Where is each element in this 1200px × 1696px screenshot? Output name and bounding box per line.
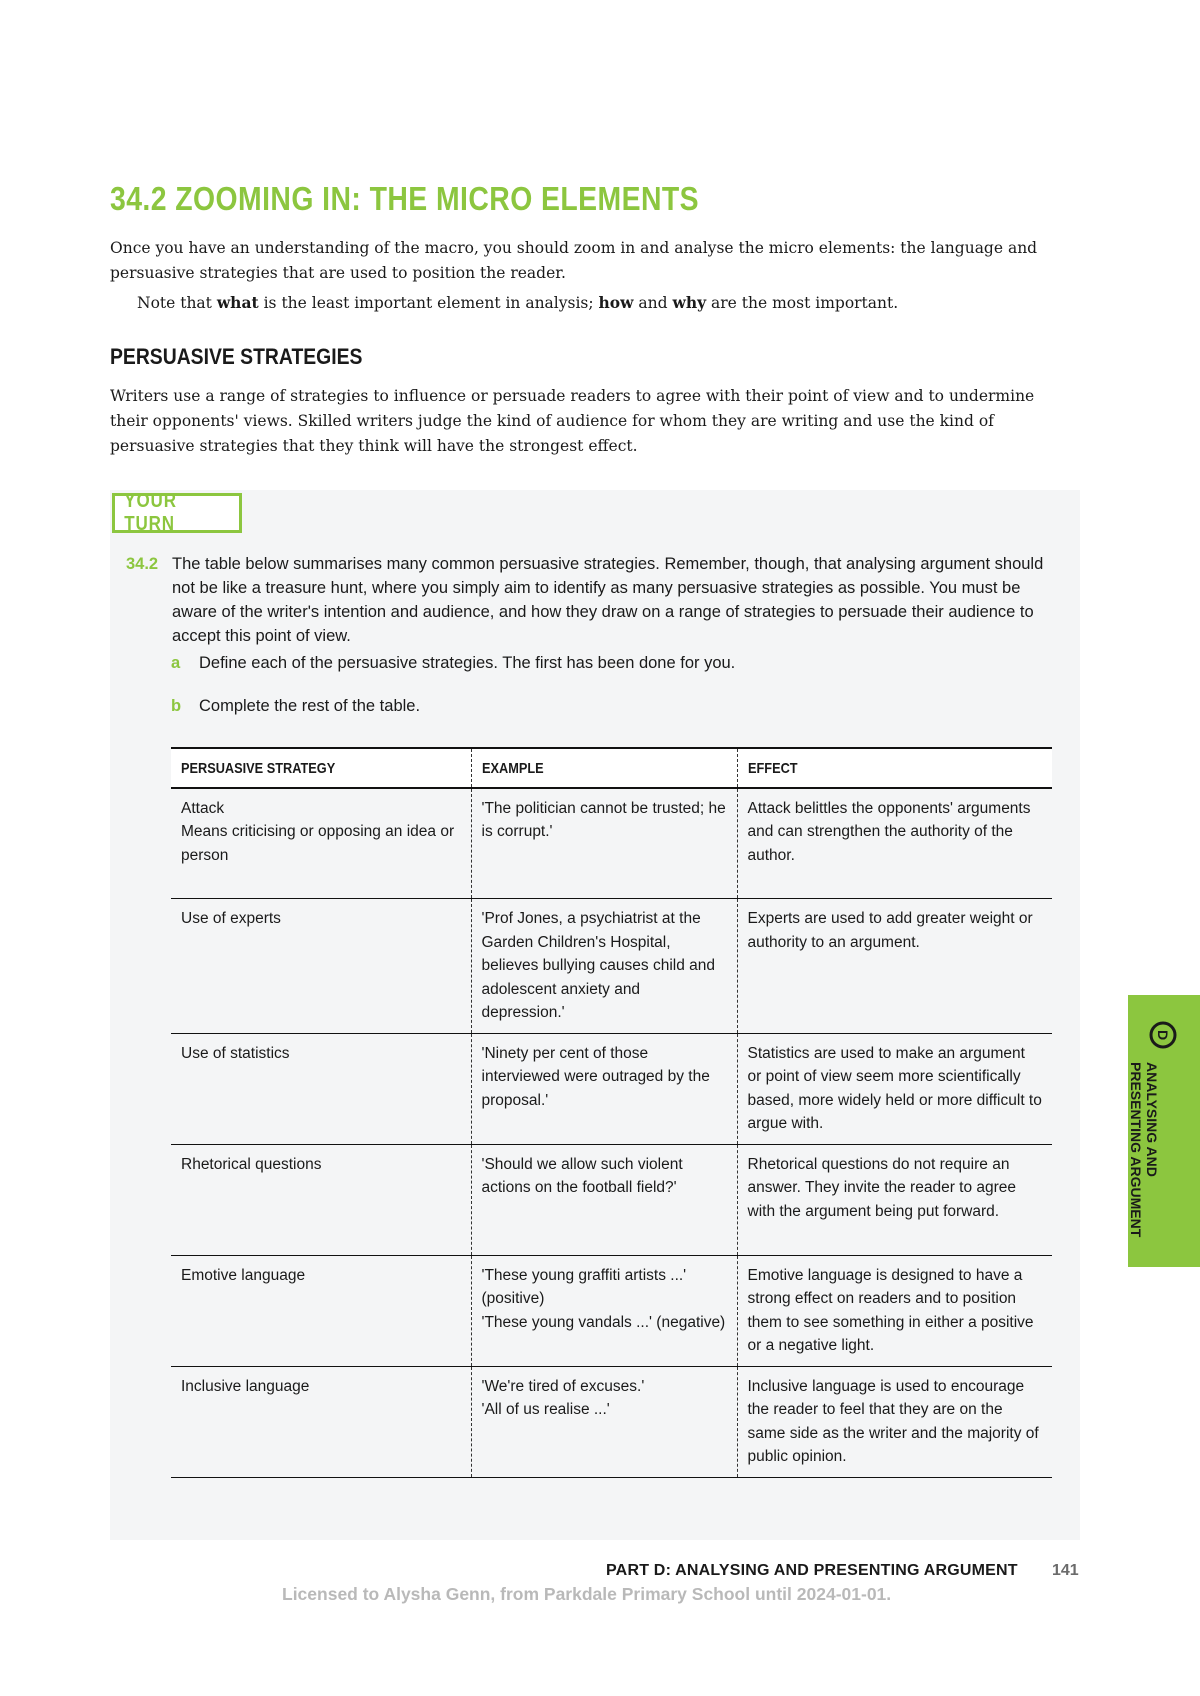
note-prefix: Note that — [137, 294, 217, 312]
license-watermark: Licensed to Alysha Genn, from Parkdale Primary School until 2024-01-01. — [282, 1584, 892, 1604]
table-row — [171, 788, 1052, 899]
item-b-letter: b — [171, 697, 182, 715]
table-cell-example — [471, 899, 737, 1034]
side-tab-letter: D — [1155, 1029, 1171, 1041]
note-what: what — [216, 293, 259, 312]
note-mid2: and — [633, 294, 673, 312]
side-tab-line-1: ANALYSING AND — [1144, 1062, 1160, 1177]
table-cell-effect — [737, 1255, 1052, 1366]
your-turn-badge — [112, 490, 242, 535]
persuasive-strategies-heading: PERSUASIVE STRATEGIES — [110, 344, 363, 369]
table-cell-example — [471, 1255, 737, 1366]
cell-text: Means criticising or opposing an idea or person — [181, 823, 455, 864]
table-cell-effect — [737, 1144, 1052, 1255]
cell-text: 'These young graffiti artists ...' (positive) — [481, 1266, 687, 1307]
table-row — [171, 1366, 1052, 1477]
table-cell-strategy — [171, 899, 471, 1034]
section-title: 34.2 ZOOMING IN: THE MICRO ELEMENTS — [110, 180, 700, 217]
item-a-text: Define each of the persuasive strategies. The first has been done for you. — [199, 654, 736, 672]
activity-number: 34.2 — [126, 555, 159, 573]
column-header-strategy: PERSUASIVE STRATEGY — [171, 748, 471, 788]
table-cell-example — [471, 1033, 737, 1144]
cell-text: Use of statistics — [181, 1044, 290, 1062]
table-header-row — [171, 748, 1052, 788]
cell-text: Inclusive language is used to encourage the reader to feel that they are on the same side as the writer and the majority of public opinion. — [747, 1377, 1039, 1465]
side-tab-line-2: PRESENTING ARGUMENT — [1128, 1062, 1144, 1238]
cell-text: Emotive language is designed to have a strong effect on readers and to position them to see something in either a positive or a negative light. — [747, 1266, 1034, 1354]
cell-text: Rhetorical questions do not require an answer. They invite the reader to agree with the argument being put forward. — [747, 1155, 1017, 1220]
table-cell-strategy — [171, 1144, 471, 1255]
column-header-effect: EFFECT — [737, 748, 1052, 788]
cell-text: 'The politician cannot be trusted; he is corrupt.' — [481, 799, 726, 840]
cell-text: Experts are used to add greater weight or authority to an argument. — [747, 910, 1033, 951]
table-row — [171, 1255, 1052, 1366]
item-b-text: Complete the rest of the table. — [199, 697, 421, 715]
note-suffix: are the most important. — [706, 294, 899, 312]
item-a-letter: a — [171, 654, 181, 672]
note-why: why — [672, 293, 707, 312]
activity-text: The table below summarises many common persuasive strategies. Remember, though, that analysing argument should not be like a treasure hunt, where you simply aim to identify as many persuasive strategies as possible. You must be aware of the writer's intention and audience, and how they draw on a range of strategies to persuade their audience to accept this point of view. — [172, 555, 1044, 645]
table-cell-example — [471, 1144, 737, 1255]
table-cell-strategy — [171, 1366, 471, 1477]
column-header-example: EXAMPLE — [471, 748, 737, 788]
cell-text: 'Prof Jones, a psychiatrist at the Garden Children's Hospital, believes bullying causes child and adolescent anxiety and depression.' — [481, 910, 716, 1021]
note-mid1: is the least important element in analysis; — [258, 294, 599, 312]
cell-text: Use of experts — [181, 910, 281, 927]
table-cell-strategy — [171, 1255, 471, 1366]
side-tab-label — [1128, 1062, 1160, 1252]
part-d-circle-icon — [1148, 1020, 1178, 1050]
note-paragraph — [137, 290, 1097, 316]
table-cell-strategy — [171, 1033, 471, 1144]
persuasive-paragraph: Writers use a range of strategies to influence or persuade readers to agree with their point of view and to undermine their opponents' views. Skilled writers judge the kind of audience for whom they are writing and use the kind of persuasive strategies that they think will have the strongest effect. — [110, 387, 1035, 455]
table-cell-effect — [737, 788, 1052, 899]
activity-item-a — [171, 654, 735, 673]
intro-paragraph: Once you have an understanding of the macro, you should zoom in and analyse the micro elements: the language and persuasive strategies that are used to position the reader. — [110, 239, 1038, 282]
footer-part-label: PART D: ANALYSING AND PRESENTING ARGUMENT — [606, 1562, 1018, 1579]
cell-text: 'We're tired of excuses.' — [481, 1377, 645, 1395]
cell-text: Emotive language — [181, 1266, 306, 1284]
page-number: 141 — [1052, 1562, 1079, 1579]
table-cell-example — [471, 1366, 737, 1477]
table-cell-effect — [737, 1366, 1052, 1477]
cell-text: 'These young vandals ...' (negative) — [481, 1313, 726, 1331]
table-body — [171, 788, 1052, 1478]
your-turn-label: YOUR TURN — [124, 490, 177, 535]
table-cell-example — [471, 788, 737, 899]
activity-item-b — [171, 697, 420, 716]
note-how: how — [598, 293, 634, 312]
cell-text: 'All of us realise ...' — [481, 1401, 610, 1418]
table-cell-effect — [737, 899, 1052, 1034]
persuasive-strategies-table — [171, 747, 1052, 1478]
table-row — [171, 899, 1052, 1034]
table-cell-effect — [737, 1033, 1052, 1144]
cell-text: Inclusive language — [181, 1377, 310, 1395]
cell-text: Attack — [181, 799, 225, 817]
cell-text: Statistics are used to make an argument or point of view seem more scientifically based, more widely held or more difficult to argue with. — [747, 1044, 1042, 1132]
table-row — [171, 1033, 1052, 1144]
cell-text: Rhetorical questions — [181, 1155, 322, 1173]
cell-text: Attack belittles the opponents' arguments and can strengthen the authority of the author. — [747, 799, 1031, 864]
cell-text: 'Ninety per cent of those interviewed were outraged by the proposal.' — [481, 1044, 710, 1109]
table-row — [171, 1144, 1052, 1255]
table-cell-strategy — [171, 788, 471, 899]
cell-text: 'Should we allow such violent actions on the football field?' — [481, 1155, 683, 1196]
